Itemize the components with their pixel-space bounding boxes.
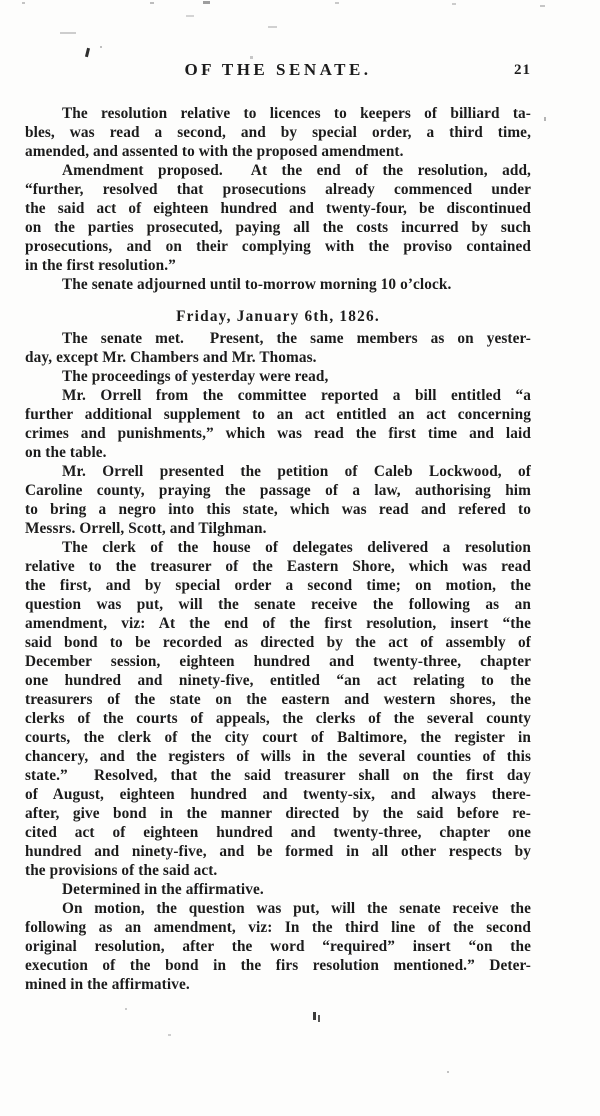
scan-speck xyxy=(85,48,90,57)
paragraph xyxy=(25,880,531,899)
text-line: execution of the bond in the firs resolution mentioned.” Deter- xyxy=(25,957,531,974)
text-line: Determined in the affirmative. xyxy=(62,881,264,898)
text-line: bles, was read a second, and by special order, a third time, xyxy=(25,124,531,141)
paragraph xyxy=(25,462,531,538)
text-line: said bond to be recorded as directed by the act of assembly of xyxy=(25,634,531,651)
scan-speck xyxy=(452,3,456,5)
scan-speck xyxy=(250,56,253,59)
text-line: amendment, viz: At the end of the first resolution, insert “the xyxy=(25,615,531,632)
scan-speck xyxy=(268,26,277,28)
scan-speck xyxy=(22,2,25,4)
text-line: one hundred and ninety-five, entitled “an act relating to the xyxy=(25,672,531,689)
text-line: question was put, will the senate receive the following as an xyxy=(25,596,531,613)
text-line: prosecutions, and on their complying with the proviso contained xyxy=(25,238,531,255)
text-line: The senate met. Present, the same members as on yester- xyxy=(62,330,531,347)
text-line: the said act of eighteen hundred and twenty-four, be discontinued xyxy=(25,200,531,217)
text-line: on the table. xyxy=(25,444,107,461)
text-line: clerks of the courts of appeals, the clerks of the several county xyxy=(25,710,531,727)
text-line: The resolution relative to licences to keepers of billiard ta- xyxy=(62,105,531,122)
text-line: “further, resolved that prosecutions already commenced under xyxy=(25,181,531,198)
paragraph xyxy=(25,367,531,386)
text-line: Mr. Orrell presented the petition of Caleb Lockwood, of xyxy=(62,463,531,480)
paragraph xyxy=(25,161,531,275)
body-text xyxy=(25,104,531,994)
text-line: amended, and assented to with the proposed amendment. xyxy=(25,143,404,160)
text-line: Mr. Orrell from the committee reported a bill entitled “a xyxy=(62,387,531,404)
text-line: the provisions of the said act. xyxy=(25,862,218,879)
running-title: OF THE SENATE. xyxy=(184,60,372,79)
scan-speck xyxy=(60,32,76,34)
page-number: 21 xyxy=(514,62,531,78)
scan-speck xyxy=(150,2,154,4)
text-line: treasurers of the state on the eastern and western shores, the xyxy=(25,691,531,708)
text-line: after, give bond in the manner directed by the said before re- xyxy=(25,805,531,822)
text-line: Messrs. Orrell, Scott, and Tilghman. xyxy=(25,520,267,537)
scan-speck xyxy=(203,1,210,4)
text-line: chancery, and the registers of wills in the several counties of this xyxy=(25,748,531,765)
text-line: day, except Mr. Chambers and Mr. Thomas. xyxy=(25,349,317,366)
paragraph xyxy=(25,386,531,462)
text-line: following as an amendment, viz: In the third line of the second xyxy=(25,919,531,936)
scan-speck xyxy=(125,1008,127,1010)
scan-speck xyxy=(100,46,102,48)
text-block xyxy=(25,60,531,994)
scan-speck xyxy=(318,1015,320,1022)
scan-speck xyxy=(544,117,546,121)
text-line: to bring a negro into this state, which was read and refered to xyxy=(25,501,531,518)
text-line: December session, eighteen hundred and twenty-three, chapter xyxy=(25,653,531,670)
date-heading: Friday, January 6th, 1826. xyxy=(176,308,380,325)
scan-speck xyxy=(186,15,194,17)
scan-speck xyxy=(313,1012,316,1020)
scan-speck xyxy=(540,5,545,7)
text-line: of August, eighteen hundred and twenty-six, and always there- xyxy=(25,786,531,803)
text-line: hundred and ninety-five, and be formed in all other respects by xyxy=(25,843,531,860)
text-line: crimes and punishments,” which was read the first time and laid xyxy=(25,425,531,442)
text-line: original resolution, after the word “required” insert “on the xyxy=(25,938,531,955)
text-line: Amendment proposed. At the end of the resolution, add, xyxy=(62,162,531,179)
text-line: relative to the treasurer of the Eastern Shore, which was read xyxy=(25,558,531,575)
text-line: The proceedings of yesterday were read, xyxy=(62,368,329,385)
scan-speck xyxy=(335,2,339,4)
text-line: mined in the affirmative. xyxy=(25,976,190,993)
text-line: The senate adjourned until to-morrow morning 10 o’clock. xyxy=(62,276,452,293)
text-line: Caroline county, praying the passage of a law, authorising him xyxy=(25,482,531,499)
text-line: the first, and by special order a second time; on motion, the xyxy=(25,577,531,594)
text-line: in the first resolution.” xyxy=(25,257,176,274)
text-line: further additional supplement to an act entitled an act concerning xyxy=(25,406,531,423)
text-line: on the parties prosecuted, paying all the costs incurred by such xyxy=(25,219,531,236)
paragraph xyxy=(25,329,531,367)
text-line: state.” Resolved, that the said treasurer shall on the first day xyxy=(25,767,531,784)
text-line: cited act of eighteen hundred and twenty-three, chapter one xyxy=(25,824,531,841)
paragraph xyxy=(25,104,531,161)
scan-speck xyxy=(447,1071,449,1073)
paragraph xyxy=(25,899,531,994)
paragraph xyxy=(25,538,531,880)
text-line: courts, the clerk of the city court of Baltimore, the register in xyxy=(25,729,531,746)
text-line: The clerk of the house of delegates delivered a resolution xyxy=(62,539,531,556)
paragraph xyxy=(25,275,531,294)
scan-speck xyxy=(168,1034,171,1036)
page-header xyxy=(25,60,531,82)
text-line: On motion, the question was put, will the senate receive the xyxy=(62,900,531,917)
